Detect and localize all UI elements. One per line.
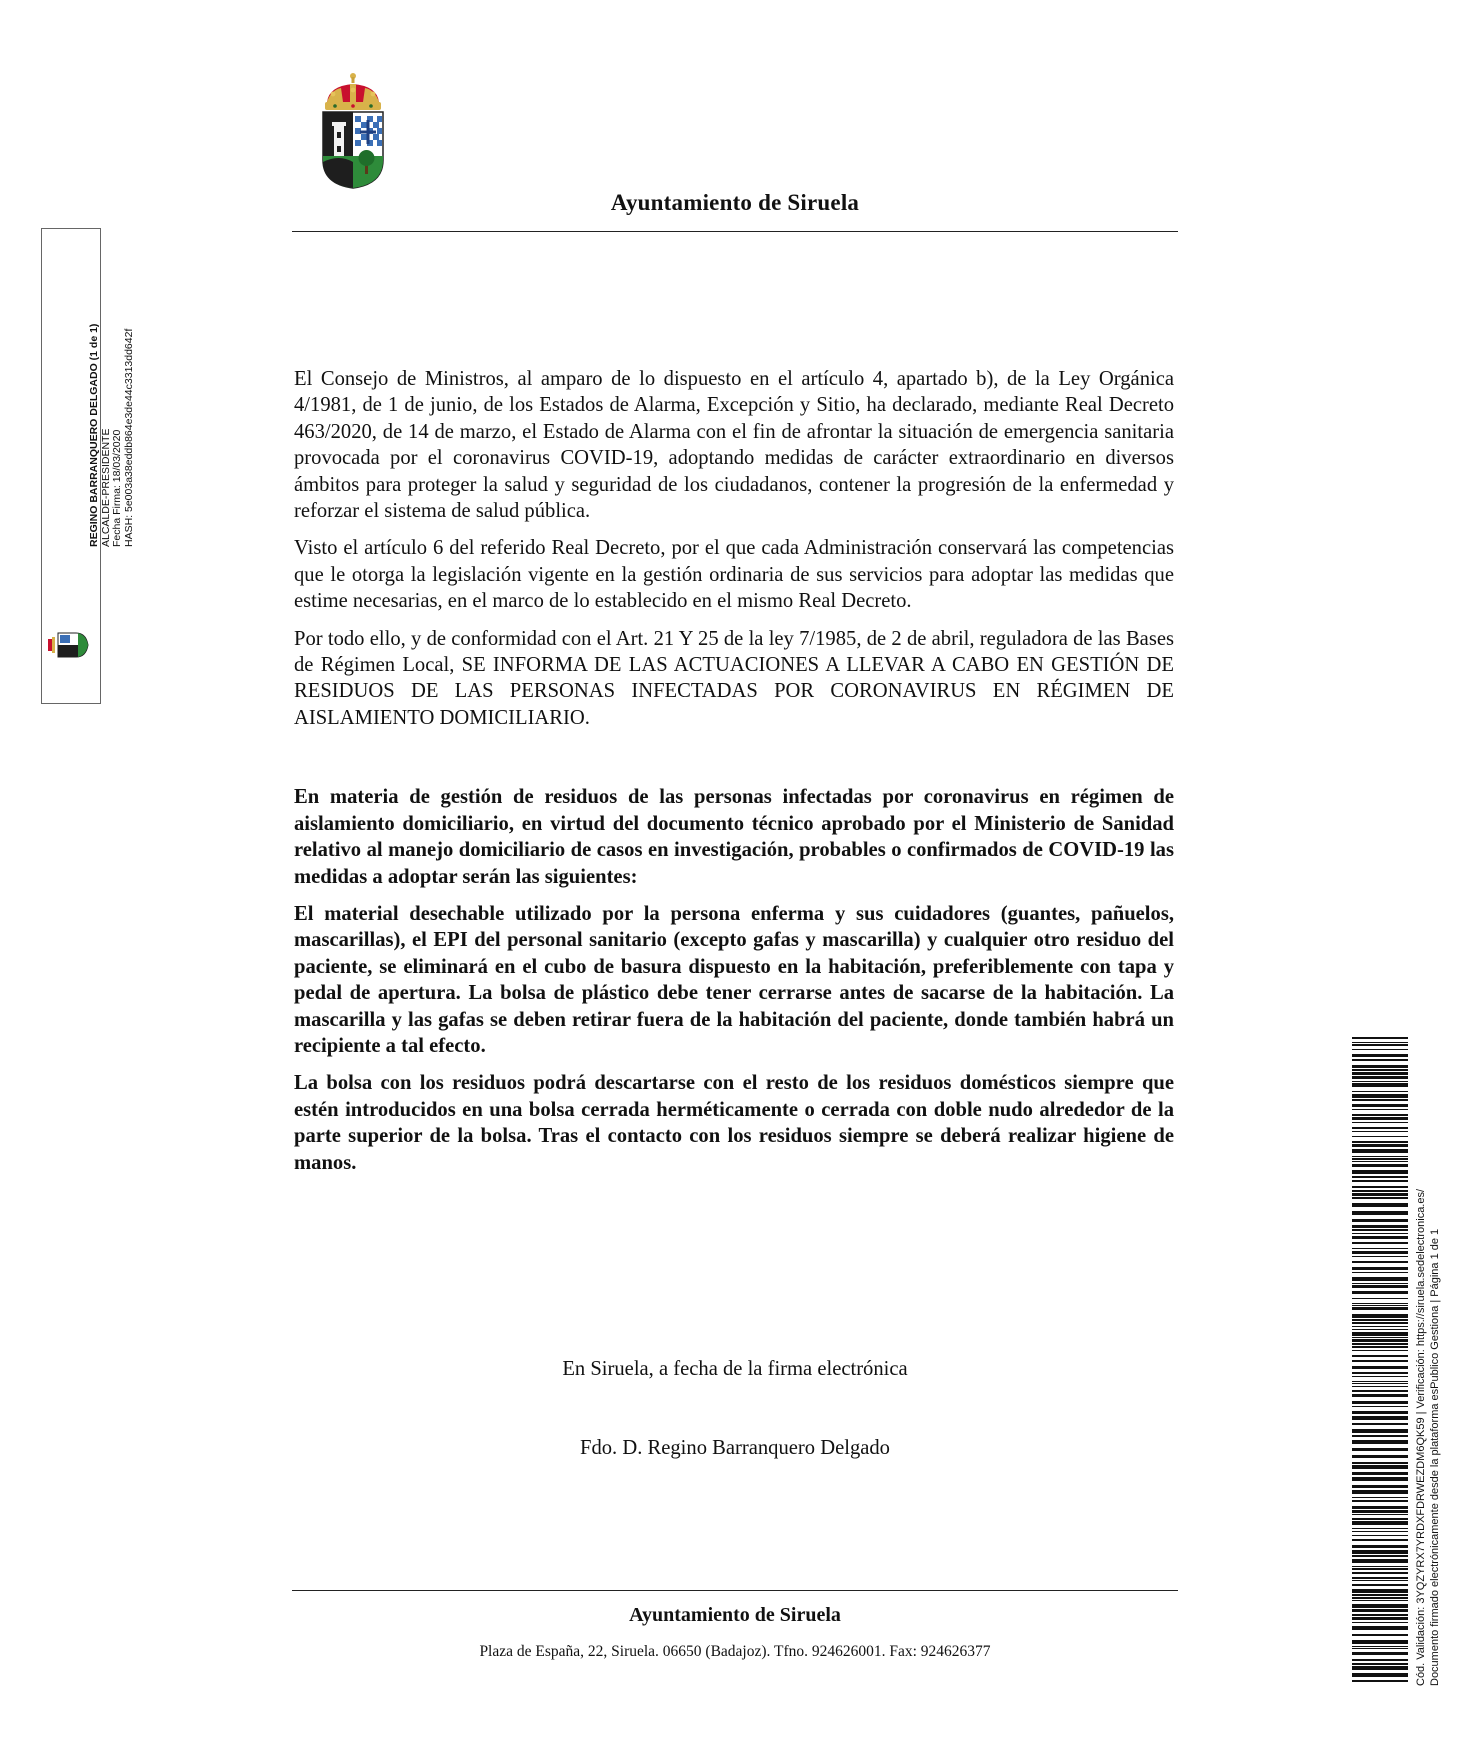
barcode-bar [1352, 1065, 1408, 1068]
barcode-bar [1352, 1600, 1408, 1601]
barcode-bar [1352, 1272, 1408, 1273]
barcode-bar [1352, 1416, 1408, 1420]
barcode-bar [1352, 1455, 1408, 1458]
barcode-bar [1352, 1640, 1408, 1644]
barcode-bar [1352, 1510, 1408, 1513]
barcode-bar [1352, 1659, 1408, 1661]
barcode-bar [1352, 1401, 1408, 1404]
barcode-bar [1352, 1176, 1408, 1178]
barcode-bar [1352, 1203, 1408, 1207]
barcode-bar [1352, 1099, 1408, 1101]
barcode-bar [1352, 1497, 1408, 1498]
barcode-bar [1352, 1617, 1408, 1620]
barcode-bar [1352, 1372, 1408, 1374]
barcode-bar [1352, 1049, 1408, 1050]
barcode-bar [1352, 1248, 1408, 1249]
barcode-bar [1352, 1158, 1408, 1160]
barcode-bar [1352, 1521, 1408, 1525]
barcode-bar [1352, 1180, 1408, 1182]
barcode-bar [1352, 1298, 1408, 1299]
verification-text [1414, 1046, 1442, 1686]
footer-title: Ayuntamiento de Siruela [629, 1604, 841, 1626]
barcode-bar [1352, 1531, 1408, 1532]
barcode-bar [1352, 1197, 1408, 1199]
barcode-bar [1352, 1355, 1408, 1357]
barcode-bar [1352, 1555, 1408, 1557]
stamp-date: Fecha Firma: 18/03/2020 [111, 429, 123, 547]
barcode-bar [1352, 1219, 1408, 1222]
barcode-bar [1352, 1634, 1408, 1636]
barcode-bar [1352, 1114, 1408, 1116]
barcode-bar [1352, 1117, 1408, 1120]
barcode-bar [1352, 1550, 1408, 1554]
barcode-bar [1352, 1609, 1408, 1612]
barcode-bar [1352, 1291, 1408, 1294]
paragraph-por-todo: Por todo ello, y de conformidad con el Art. 21 Y 25 de la ley 7/1985, de 2 de abril, reguladora de las Bases de Régimen Local, SE INFORMA DE LAS ACTUACIONES A LLEVAR A CABO EN GESTIÓN DE RESIDUOS DE LAS PERSONAS INFECTADAS POR CORONAVIRUS EN RÉGIMEN DE AISLAMIENTO DOMICILIARIO. [294, 627, 1174, 729]
barcode-bar [1352, 1211, 1408, 1215]
barcode-bar [1352, 1076, 1408, 1079]
barcode-bar [1352, 1376, 1408, 1377]
signature-stamp [41, 228, 135, 704]
paragraph-material: El material desechable utilizado por la persona enferma y sus cuidadores (guantes, pañuelos, mascarillas), el EPI del personal sanitario (excepto gafas y mascarilla) y cualquier otro residuo del paciente, se eliminará en el cubo de basura dispuesto en la habitación, preferiblemente con tapa y pedal de apertura. La bolsa de plástico debe tener cerrarse antes de sacarse de la habitación. La mascarilla y las gafas se deben retirar fuera de la habitación del paciente, donde también habrá un recipiente a tal efecto. [294, 902, 1174, 1057]
paragraph-bolsa: La bolsa con los residuos podrá descartarse con el resto de los residuos domésticos siempre que estén introducidos en una bolsa cerrada herméticamente o cerrada con doble nudo alrededor de la parte superior de la bolsa. Tras el contacto con los residuos siempre se deberá realizar higiene de manos. [294, 1072, 1174, 1174]
barcode-bar [1352, 1229, 1408, 1231]
barcode-bar [1352, 1091, 1408, 1092]
paragraph-visto: Visto el artículo 6 del referido Real Decreto, por el que cada Administración conservará las competencias que le otorga la legislación vigente en la gestión ordinaria de sus servicios para adoptar las medidas que estime necesarias, en el marco de lo establecido en el mismo Real Decreto. [294, 537, 1174, 613]
barcode-bar [1352, 1652, 1408, 1655]
barcode-bar [1352, 1673, 1408, 1677]
footer-divider [292, 1590, 1178, 1591]
barcode-bar [1352, 1072, 1408, 1075]
barcode-bar [1352, 1164, 1408, 1167]
place-date-line: En Siruela, a fecha de la firma electrónica [562, 1358, 908, 1380]
barcode-bar [1352, 1568, 1408, 1570]
barcode-bar [1352, 1326, 1408, 1327]
barcode-bar [1352, 1518, 1408, 1520]
barcode-bar [1352, 1149, 1408, 1153]
barcode-bar [1352, 1193, 1408, 1196]
signature-line: Fdo. D. Regino Barranquero Delgado [580, 1437, 890, 1459]
barcode-bar [1352, 1411, 1408, 1414]
barcode-bar [1352, 1566, 1408, 1567]
barcode-bar [1352, 1472, 1408, 1475]
barcode-bar [1352, 1094, 1408, 1098]
barcode-bar [1352, 1256, 1408, 1257]
barcode-bar [1352, 1267, 1408, 1270]
barcode-bar [1352, 1251, 1408, 1254]
barcode-bar [1352, 1663, 1408, 1665]
barcode-bar [1352, 1648, 1408, 1649]
stamp-hash: HASH: 5e003a38eddb864e3de44c3313dd642f [122, 328, 135, 547]
barcode-bar [1352, 1104, 1408, 1107]
barcode-bar [1352, 1233, 1408, 1234]
barcode-bar [1352, 1383, 1408, 1384]
signature-stamp-text [89, 287, 135, 547]
barcode-bar [1352, 1646, 1408, 1647]
barcode-bar [1352, 1081, 1408, 1082]
barcode-bar [1352, 1435, 1408, 1437]
barcode-bar [1352, 1322, 1408, 1324]
barcode-bar [1352, 1423, 1408, 1425]
barcode-bar [1352, 1307, 1408, 1310]
barcode-bar [1352, 1332, 1408, 1336]
paragraph-spacer [294, 742, 1174, 784]
barcode-bar [1352, 1589, 1408, 1593]
barcode-bar [1352, 1604, 1408, 1608]
barcode-bar [1352, 1528, 1408, 1529]
municipal-coat-of-arms-icon [319, 72, 387, 190]
barcode-bar [1352, 1366, 1408, 1369]
document-body [294, 366, 1174, 1187]
barcode-bar [1352, 1329, 1408, 1330]
paragraph-materia: En materia de gestión de residuos de las personas infectadas por coronavirus en régimen de aislamiento domiciliario, en virtud del documento técnico aprobado por el Ministerio de Sanidad relativo al manejo domiciliario de casos en investigación, probables o confirmados de COVID-19 las medidas a adoptar serán las siguientes: [294, 786, 1174, 888]
barcode-bar [1352, 1594, 1408, 1596]
barcode-bar [1352, 1314, 1408, 1318]
barcode-bar [1352, 1337, 1408, 1338]
barcode-bar [1352, 1109, 1408, 1110]
barcode-bar [1352, 1285, 1408, 1288]
verification-line-1: Cód. Validación: 3YQZYRX7YRDXFDRWEZDM6QK59 | Verificación: https://siruela.sedelectronica.es/ [1415, 1188, 1427, 1686]
barcode-bar [1352, 1465, 1408, 1469]
barcode-bar [1352, 1122, 1408, 1123]
barcode-bar [1352, 1156, 1408, 1157]
barcode-bar [1352, 1440, 1408, 1444]
barcode-bar [1352, 1144, 1408, 1147]
barcode-bar [1352, 1477, 1408, 1481]
barcode-bar [1352, 1490, 1408, 1494]
paragraph-consejo: El Consejo de Ministros, al amparo de lo dispuesto en el artículo 4, apartado b), de la Ley Orgánica 4/1981, de 1 de junio, de los Estados de Alarma, Excepción y Sitio, ha declarado, mediante Real Decreto 463/2020, de 14 de marzo, el Estado de Alarma con el fin de afrontar la situación de emergencia sanitaria provocada por el coronavirus COVID-19, adoptando medidas de carácter extraordinario en diversos ámbitos para proteger la salud y seguridad de los ciudadanos, contener la progresión de la enfermedad y reforzar el sistema de salud pública. [294, 368, 1174, 523]
barcode-bar [1352, 1429, 1408, 1433]
barcode-bar [1352, 1236, 1408, 1239]
barcode-bar [1352, 1535, 1408, 1536]
barcode-bar [1352, 1350, 1408, 1351]
barcode-bar [1352, 1190, 1408, 1192]
verification-line-2: Documento firmado electrónicamente desde la plataforma esPublico Gestiona | Página 1 de 1 [1429, 1228, 1441, 1686]
barcode-bar [1352, 1584, 1408, 1586]
barcode-icon [1352, 1037, 1408, 1683]
barcode-bar [1352, 1680, 1408, 1682]
barcode-bar [1352, 1054, 1408, 1057]
barcode-bar [1352, 1186, 1408, 1188]
barcode-bar [1352, 1386, 1408, 1387]
barcode-bar [1352, 1303, 1408, 1304]
barcode-bar [1352, 1360, 1408, 1362]
barcode-bar [1352, 1161, 1408, 1162]
stamp-role: ALCALDE-PRESIDENTE [99, 428, 112, 547]
barcode-bar [1352, 1283, 1408, 1284]
barcode-bar [1352, 1044, 1408, 1046]
barcode-bar [1352, 1448, 1408, 1451]
page-title: Ayuntamiento de Siruela [610, 190, 860, 215]
footer-address: Plaza de España, 22, Siruela. 06650 (Badajoz). Tfno. 924626001. Fax: 924626377 [479, 1643, 991, 1660]
barcode-bar [1352, 1559, 1408, 1563]
barcode-bar [1352, 1069, 1408, 1071]
barcode-bar [1352, 1127, 1408, 1129]
barcode-bar [1352, 1381, 1408, 1382]
barcode-bar [1352, 1277, 1408, 1281]
barcode-bar [1352, 1514, 1408, 1515]
barcode-bar [1352, 1131, 1408, 1132]
barcode-bar [1352, 1136, 1408, 1137]
barcode-bar [1352, 1261, 1408, 1263]
barcode-bar [1352, 1037, 1408, 1039]
barcode-bar [1352, 1462, 1408, 1464]
barcode-bar [1352, 1339, 1408, 1342]
barcode-bar [1352, 1666, 1408, 1670]
barcode-bar [1352, 1485, 1408, 1488]
barcode-bar [1352, 1242, 1408, 1244]
barcode-bar [1352, 1545, 1408, 1548]
barcode-bar [1352, 1083, 1408, 1087]
barcode-bar [1352, 1141, 1408, 1143]
barcode-bar [1352, 1225, 1408, 1228]
barcode-bar [1352, 1319, 1408, 1321]
barcode-bar [1352, 1305, 1408, 1306]
barcode-bar [1352, 1170, 1408, 1174]
barcode-bar [1352, 1346, 1408, 1348]
barcode-bar [1352, 1343, 1408, 1345]
barcode-bar [1352, 1580, 1408, 1581]
barcode-bar [1352, 1572, 1408, 1574]
barcode-bar [1352, 1394, 1408, 1397]
municipal-coat-of-arms-icon [48, 627, 96, 663]
barcode-bar [1352, 1406, 1408, 1407]
stamp-signer: REGINO BARRANQUERO DELGADO (1 de 1) [88, 323, 100, 547]
barcode-bar [1352, 1626, 1408, 1630]
barcode-bar [1352, 1390, 1408, 1392]
barcode-bar [1352, 1622, 1408, 1623]
barcode-bar [1352, 1059, 1408, 1061]
header-divider [292, 231, 1178, 232]
barcode-bar [1352, 1577, 1408, 1579]
barcode-bar [1352, 1042, 1408, 1043]
barcode-bar [1352, 1597, 1408, 1599]
barcode-bar [1352, 1614, 1408, 1616]
barcode-bar [1352, 1506, 1408, 1509]
barcode-bar [1352, 1539, 1408, 1541]
barcode-bar [1352, 1500, 1408, 1502]
